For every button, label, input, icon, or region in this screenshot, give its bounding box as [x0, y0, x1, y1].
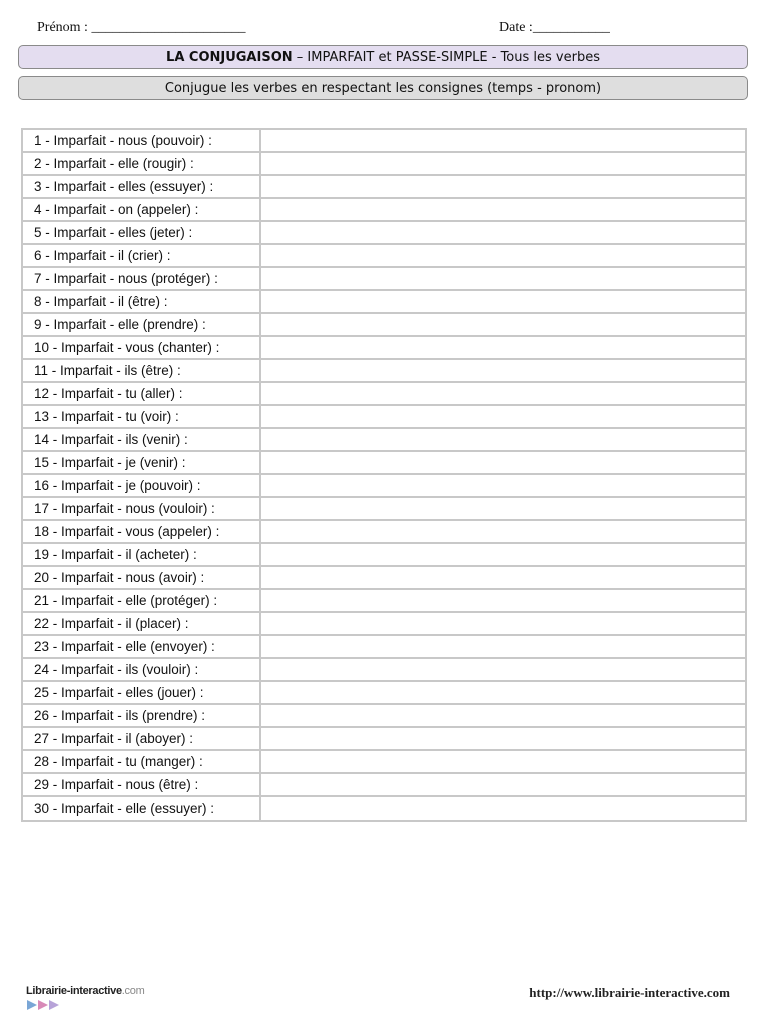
- answer-field[interactable]: [261, 337, 745, 360]
- answer-field[interactable]: [261, 130, 745, 153]
- answer-field[interactable]: [261, 544, 745, 567]
- exercise-row: [23, 774, 745, 797]
- exercise-prompt: 26 - Imparfait - ils (prendre) :: [23, 705, 261, 728]
- exercise-row: [23, 245, 745, 268]
- answer-field[interactable]: [261, 360, 745, 383]
- exercise-row: [23, 613, 745, 636]
- header-line: [0, 18, 768, 40]
- exercise-row: [23, 383, 745, 406]
- exercise-prompt: 15 - Imparfait - je (venir) :: [23, 452, 261, 475]
- exercise-row: [23, 176, 745, 199]
- exercise-prompt: 19 - Imparfait - il (acheter) :: [23, 544, 261, 567]
- answer-field[interactable]: [261, 199, 745, 222]
- instruction-text: Conjugue les verbes en respectant les consignes (temps - pronom): [164, 80, 602, 96]
- exercise-prompt: 20 - Imparfait - nous (avoir) :: [23, 567, 261, 590]
- answer-field[interactable]: [261, 245, 745, 268]
- exercise-prompt: 9 - Imparfait - elle (prendre) :: [23, 314, 261, 337]
- answer-field[interactable]: [261, 475, 745, 498]
- exercise-row: [23, 498, 745, 521]
- exercise-row: [23, 636, 745, 659]
- exercise-prompt: 24 - Imparfait - ils (vouloir) :: [23, 659, 261, 682]
- exercise-row: [23, 521, 745, 544]
- answer-field[interactable]: [261, 613, 745, 636]
- exercise-row: [23, 452, 745, 475]
- exercise-row: [23, 130, 745, 153]
- exercise-row: [23, 360, 745, 383]
- exercise-prompt: 27 - Imparfait - il (aboyer) :: [23, 728, 261, 751]
- exercise-table: [21, 128, 747, 822]
- exercise-row: [23, 337, 745, 360]
- play-arrows-icon: [26, 999, 66, 1011]
- title-rest: – IMPARFAIT et PASSE-SIMPLE - Tous les verbes: [292, 49, 600, 65]
- logo-name: Librairie-interactive: [26, 985, 122, 997]
- exercise-prompt: 2 - Imparfait - elle (rougir) :: [23, 153, 261, 176]
- exercise-prompt: 1 - Imparfait - nous (pouvoir) :: [23, 130, 261, 153]
- prenom-field[interactable]: Prénom : ______________________: [37, 20, 246, 35]
- instruction-banner: [18, 76, 748, 100]
- answer-field[interactable]: [261, 452, 745, 475]
- exercise-prompt: 14 - Imparfait - ils (venir) :: [23, 429, 261, 452]
- exercise-prompt: 3 - Imparfait - elles (essuyer) :: [23, 176, 261, 199]
- exercise-prompt: 28 - Imparfait - tu (manger) :: [23, 751, 261, 774]
- answer-field[interactable]: [261, 383, 745, 406]
- answer-field[interactable]: [261, 567, 745, 590]
- exercise-row: [23, 705, 745, 728]
- answer-field[interactable]: [261, 176, 745, 199]
- exercise-row: [23, 659, 745, 682]
- exercise-row: [23, 222, 745, 245]
- answer-field[interactable]: [261, 406, 745, 429]
- title-banner: [18, 45, 748, 69]
- exercise-row: [23, 751, 745, 774]
- exercise-prompt: 17 - Imparfait - nous (vouloir) :: [23, 498, 261, 521]
- exercise-prompt: 11 - Imparfait - ils (être) :: [23, 360, 261, 383]
- exercise-row: [23, 797, 745, 820]
- exercise-prompt: 25 - Imparfait - elles (jouer) :: [23, 682, 261, 705]
- answer-field[interactable]: [261, 659, 745, 682]
- exercise-prompt: 7 - Imparfait - nous (protéger) :: [23, 268, 261, 291]
- title-strong: LA CONJUGAISON: [166, 49, 293, 65]
- exercise-prompt: 10 - Imparfait - vous (chanter) :: [23, 337, 261, 360]
- exercise-prompt: 16 - Imparfait - je (pouvoir) :: [23, 475, 261, 498]
- answer-field[interactable]: [261, 291, 745, 314]
- answer-field[interactable]: [261, 682, 745, 705]
- exercise-row: [23, 406, 745, 429]
- answer-field[interactable]: [261, 153, 745, 176]
- exercise-row: [23, 199, 745, 222]
- answer-field[interactable]: [261, 590, 745, 613]
- exercise-prompt: 22 - Imparfait - il (placer) :: [23, 613, 261, 636]
- answer-field[interactable]: [261, 222, 745, 245]
- answer-field[interactable]: [261, 521, 745, 544]
- site-logo: [26, 985, 146, 1015]
- answer-field[interactable]: [261, 636, 745, 659]
- exercise-prompt: 12 - Imparfait - tu (aller) :: [23, 383, 261, 406]
- footer-url-link[interactable]: http://www.librairie-interactive.com: [529, 985, 730, 1000]
- answer-field[interactable]: [261, 774, 745, 797]
- exercise-row: [23, 590, 745, 613]
- answer-field[interactable]: [261, 314, 745, 337]
- exercise-row: [23, 153, 745, 176]
- date-field[interactable]: Date :___________: [499, 20, 610, 35]
- exercise-prompt: 6 - Imparfait - il (crier) :: [23, 245, 261, 268]
- answer-field[interactable]: [261, 429, 745, 452]
- exercise-body: [23, 130, 745, 820]
- exercise-prompt: 8 - Imparfait - il (être) :: [23, 291, 261, 314]
- exercise-row: [23, 544, 745, 567]
- answer-field[interactable]: [261, 797, 745, 820]
- exercise-row: [23, 268, 745, 291]
- exercise-row: [23, 429, 745, 452]
- exercise-prompt: 29 - Imparfait - nous (être) :: [23, 774, 261, 797]
- answer-field[interactable]: [261, 268, 745, 291]
- exercise-row: [23, 682, 745, 705]
- exercise-row: [23, 314, 745, 337]
- exercise-prompt: 18 - Imparfait - vous (appeler) :: [23, 521, 261, 544]
- exercise-prompt: 30 - Imparfait - elle (essuyer) :: [23, 797, 261, 820]
- exercise-row: [23, 291, 745, 314]
- answer-field[interactable]: [261, 751, 745, 774]
- exercise-prompt: 13 - Imparfait - tu (voir) :: [23, 406, 261, 429]
- answer-field[interactable]: [261, 728, 745, 751]
- exercise-row: [23, 728, 745, 751]
- logo-domain: .com: [121, 985, 145, 997]
- answer-field[interactable]: [261, 705, 745, 728]
- exercise-prompt: 23 - Imparfait - elle (envoyer) :: [23, 636, 261, 659]
- exercise-prompt: 5 - Imparfait - elles (jeter) :: [23, 222, 261, 245]
- exercise-prompt: 4 - Imparfait - on (appeler) :: [23, 199, 261, 222]
- logo-text: [26, 985, 146, 997]
- exercise-row: [23, 567, 745, 590]
- exercise-prompt: 21 - Imparfait - elle (protéger) :: [23, 590, 261, 613]
- exercise-row: [23, 475, 745, 498]
- answer-field[interactable]: [261, 498, 745, 521]
